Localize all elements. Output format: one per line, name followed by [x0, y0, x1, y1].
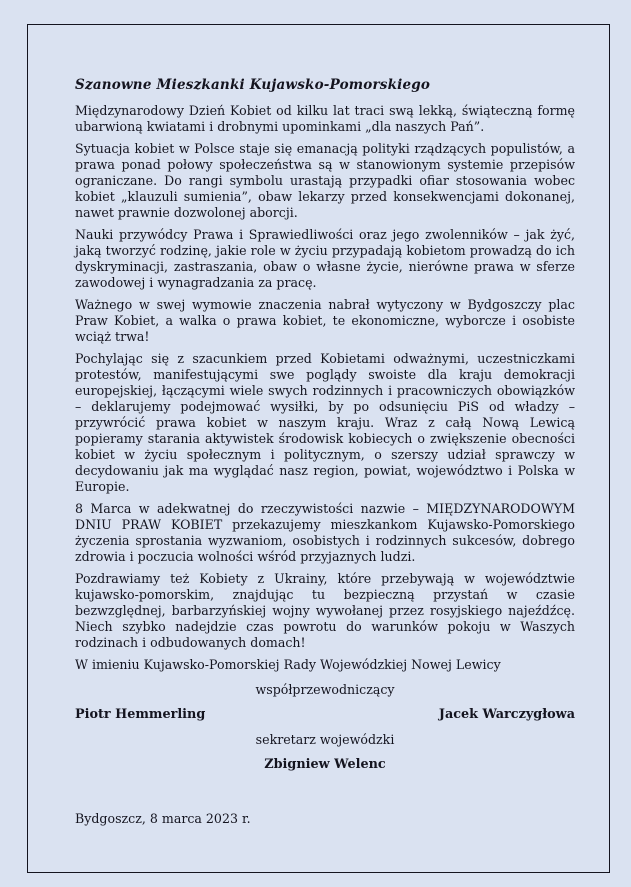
letter-content [28, 25, 609, 827]
dateline: Bydgoszcz, 8 marca 2023 r. [75, 811, 251, 826]
paragraph-plac-praw-kobiet: Ważnego w swej wymowie znaczenia nabrał wytyczony w Bydgoszczy plac Praw Kobiet, a walka o prawa kobiet, te ekonomiczne, wyborcze i osobiste wciąż trwa! [75, 297, 575, 344]
role-cochairs-label: współprzewodniczący [255, 682, 395, 697]
paragraph-declaration: Pochylając się z szacunkiem przed Kobietami odważnymi, uczestniczkami protestów, manifestującymi swe poglądy swoiste dla kraju demokracji europejskiej, łączącymi wiele swych rodzinnych i pracowniczych obowiązków – deklarujemy podejmować wysiłki, by po odsunięciu PiS od władzy – przywrócić prawa kobiet w naszym kraju. Wraz z całą Nową Lewicą popieramy starania aktywistek środowisk kobiecych o zwiększenie obecności kobiet w życiu społecznym i politycznym, o szerszy udział sprawczy w decydowaniu jak ma wyglądać nasz region, powiat, województwo i Polska w Europie. [75, 351, 575, 494]
paragraph-wishes: 8 Marca w adekwatnej do rzeczywistości nazwie – MIĘDZYNARODOWYM DNIU PRAW KOBIET przekazujemy mieszkankom Kujawsko-Pomorskiego życzenia sprostania wyzwaniom, osobistych i rodzinnych sukcesów, dobrego zdrowia i poczucia wolności wśród przyjaznych ludzi. [75, 501, 575, 564]
page-border-frame [27, 24, 610, 873]
signature-piotr-hemmerling: Piotr Hemmerling [75, 707, 206, 722]
signature-jacek-warczyglowa: Jacek Warczygłowa [438, 707, 575, 722]
paragraph-ukraine-greetings: Pozdrawiamy też Kobiety z Ukrainy, które przebywają w województwie kujawsko-pomorskim, znajdując tu bezpieczną przystań w czasie bezwzględnej, barbarzyńskiej wojny wywołanej przez rosyjskiego najeźdźcę. Niech szybko nadejdzie czas powrotu do warunków pokoju w Waszych rodzinach i odbudowanych domach! [75, 571, 575, 650]
cochairs-signatures-row [75, 707, 575, 723]
role-secretary-label: sekretarz wojewódzki [255, 732, 395, 747]
salutation-heading: Szanowne Mieszkanki Kujawsko-Pomorskiego [75, 77, 431, 93]
signature-zbigniew-welenc: Zbigniew Welenc [264, 757, 386, 772]
paragraph-women-day-intro: Międzynarodowy Dzień Kobiet od kilku lat traci swą lekką, świąteczną formę ubarwioną kwiatami i drobnymi upominkami „dla naszych Pań”. [75, 103, 575, 134]
paragraph-pis-criticism: Nauki przywódcy Prawa i Sprawiedliwości oraz jego zwolenników – jak żyć, jaką tworzyć rodzinę, jakie role w życiu przypadają kobietom prowadzą do ich dyskryminacji, zastraszania, obaw o własne życie, nierówne prawa w sferze zawodowej i wynagradzania za pracę. [75, 227, 575, 290]
closing-on-behalf-line: W imieniu Kujawsko-Pomorskiej Rady Wojewódzkiej Nowej Lewicy [75, 657, 501, 672]
paragraph-situation-of-women: Sytuacja kobiet w Polsce staje się emanacją polityki rządzących populistów, a prawa ponad połowy społeczeństwa są w stanowionym systemie przepisów ograniczane. Do rangi symbolu urastają przypadki ofiar stosowania wobec kobiet „klauzuli sumienia”, obaw lekarzy przed konsekwencjami dokonanej, nawet prawnie dozwolonej aborcji. [75, 141, 575, 220]
